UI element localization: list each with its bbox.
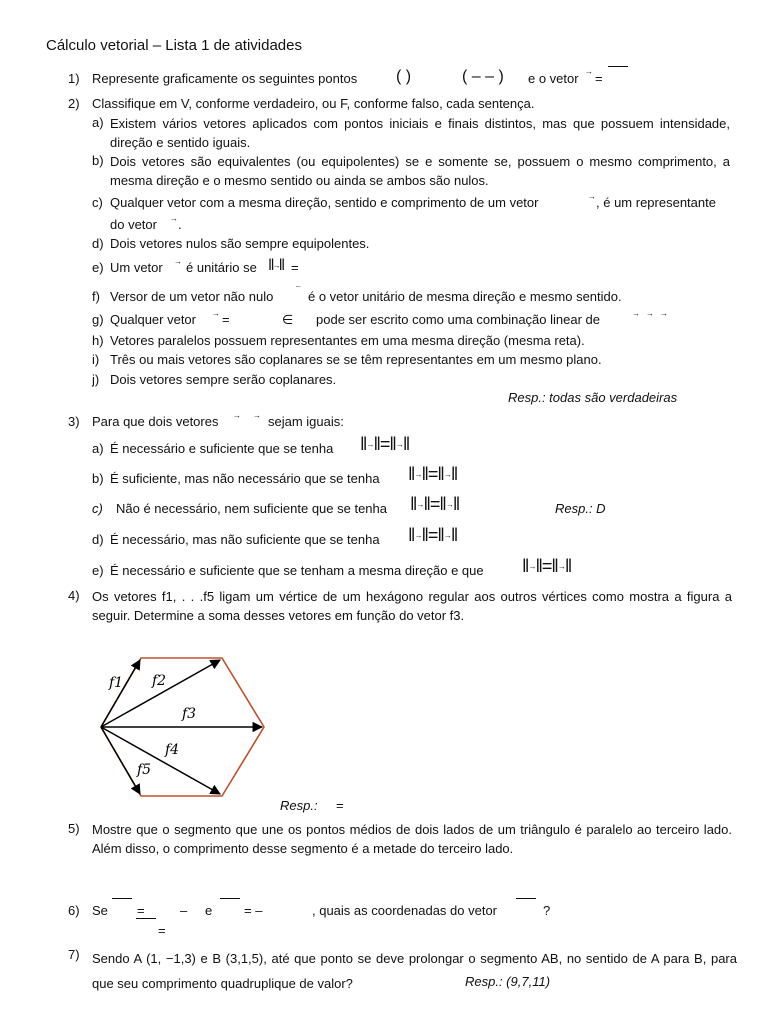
overline-arrow-icon — [608, 66, 628, 67]
overline-icon: ¯ — [296, 286, 301, 295]
norm-bars: ‖→‖ — [268, 257, 284, 274]
norm-equation: ‖→‖=‖→‖ — [410, 494, 460, 514]
item-label: g) — [92, 312, 104, 327]
item-label: c) — [92, 501, 103, 516]
question-text: sejam iguais: — [268, 414, 344, 429]
question-text: Mostre que o segmento que une os pontos médios de dois lados de um triângulo é paralelo ao terceiro lado. Além disso, o comprimento desse segmento é a metade do terceiro lado. — [92, 822, 732, 856]
item-label: i) — [92, 352, 100, 367]
question-text: , quais as coordenadas do vetor — [312, 903, 498, 918]
vector-arrows-icon: →→ — [233, 411, 273, 420]
vector-f4 — [101, 727, 220, 794]
item-text: é o vetor unitário de mesma direção e mesmo sentido. — [308, 289, 622, 304]
vector-arrow-icon: → — [212, 309, 220, 318]
question-text: Classifique em V, conforme verdadeiro, ou F, conforme falso, cada sentença. — [92, 96, 535, 111]
vector-arrow-icon: → — [170, 214, 178, 223]
vector-f5 — [101, 727, 140, 794]
label-f5: f5 — [137, 762, 152, 778]
question-text: Para que dois vetores — [92, 414, 219, 429]
item-label: h) — [92, 333, 104, 348]
point-2: ( – – ) — [462, 68, 504, 85]
item-text: pode ser escrito como uma combinação linear de — [316, 312, 600, 327]
vector-arrows-icon: →→→ — [632, 309, 674, 318]
item-label: b) — [92, 471, 104, 486]
vector-arrow-icon: → — [588, 192, 596, 201]
answer-q2: Resp.: todas são verdadeiras — [508, 390, 678, 405]
answer-q7: Resp.: (9,7,11) — [465, 974, 551, 989]
question-number: 1) — [68, 71, 80, 86]
overline-arrow-icon — [516, 898, 536, 899]
question-number: 2) — [68, 96, 80, 111]
question-number: 6) — [68, 903, 80, 918]
item-text: Três ou mais vetores são coplanares se se têm representantes em um mesmo plano. — [110, 352, 602, 367]
question-mark: ? — [543, 903, 551, 918]
item-text: Vetores paralelos possuem representantes em uma mesma direção (mesma reta). — [110, 333, 585, 348]
item-label: b) — [92, 153, 104, 168]
vector-f2 — [101, 660, 220, 727]
item-text: , é um representante — [596, 195, 716, 210]
question-number: 5) — [68, 821, 80, 836]
question-text: e — [205, 903, 213, 918]
item-label: a) — [92, 115, 104, 130]
item-text: É necessário e suficiente que se tenha — [110, 441, 334, 456]
item-label: a) — [92, 441, 104, 456]
item-label: c) — [92, 195, 103, 210]
equals: = – — [244, 903, 263, 918]
overline-arrow-icon — [220, 898, 240, 899]
item-label: f) — [92, 289, 100, 304]
item-text: É necessário, mas não suficiente que se tenha — [110, 532, 380, 547]
answer-q3: Resp.: D — [555, 501, 606, 516]
question-number: 3) — [68, 414, 80, 429]
item-text: É necessário e suficiente que se tenham a mesma direção e que — [110, 563, 484, 578]
label-f4: f4 — [165, 742, 180, 758]
answer-label: Resp.: — [280, 798, 318, 813]
equals: = — [222, 312, 230, 327]
point-1: ( ) — [396, 68, 412, 85]
label-f2: f2 — [152, 673, 167, 689]
item-text: Não é necessário, nem suficiente que se tenha — [116, 501, 388, 516]
equals: = — [336, 798, 344, 813]
page-title: Cálculo vetorial – Lista 1 de atividades — [46, 37, 302, 54]
question-text: Se — [92, 903, 108, 918]
overline-arrow-icon — [136, 918, 156, 919]
item-text: do vetor — [110, 217, 157, 232]
norm-equation: ‖→‖=‖→‖ — [408, 464, 458, 484]
answer-q4 — [280, 797, 344, 814]
label-f3: f3 — [182, 706, 197, 722]
question-number: 4) — [68, 588, 80, 603]
item-text: Dois vetores nulos são sempre equipolentes. — [110, 236, 370, 251]
item-text: Qualquer vetor com a mesma direção, sentido e comprimento de um vetor — [110, 195, 539, 210]
equals: = — [137, 903, 145, 918]
item-text: Versor de um vetor não nulo — [110, 289, 274, 304]
question-text: Represente graficamente os seguintes pontos — [92, 71, 358, 86]
equals: = — [595, 71, 603, 86]
norm-equation: ‖→‖=‖→‖ — [522, 556, 572, 576]
item-text: é unitário se — [186, 260, 257, 275]
question-number: 7) — [68, 947, 80, 962]
equals: = — [158, 923, 166, 938]
equals: = — [291, 260, 299, 275]
element-of: ∈ — [282, 312, 294, 327]
question-text: Sendo A (1, −1,3) e B (3,1,5), até que ponto se deve prolongar o segmento AB, no sentido de A para B, para que seu comprimento quadruplique de valor? — [92, 951, 737, 991]
item-text: Dois vetores sempre serão coplanares. — [110, 372, 337, 387]
item-text: Dois vetores são equivalentes (ou equipolentes) se e somente se, possuem o mesmo comprimento, a mesma direção e o mesmo sentido ou ainda se ambos são nulos. — [110, 154, 730, 188]
minus: – — [180, 903, 188, 918]
norm-equation: ‖→‖=‖→‖ — [408, 525, 458, 545]
hexagon-figure — [90, 648, 280, 808]
item-text: É suficiente, mas não necessário que se tenha — [110, 471, 380, 486]
vector-arrow-icon: → — [585, 67, 593, 76]
item-label: d) — [92, 236, 104, 251]
label-f1: f1 — [109, 675, 124, 691]
item-label: d) — [92, 532, 104, 547]
overline-arrow-icon — [112, 898, 132, 899]
item-text: Existem vários vetores aplicados com pontos iniciais e finais distintos, mas que possuem intensidade, direção e sentido iguais. — [110, 116, 730, 150]
vector-arrow-icon: → — [174, 257, 182, 266]
vector-text: e o vetor — [528, 71, 579, 86]
vector-f1 — [101, 660, 140, 727]
norm-equation: ‖→‖=‖→‖ — [360, 434, 410, 454]
item-text: . — [178, 217, 182, 232]
question-text: Os vetores f1, . . .f5 ligam um vértice de um hexágono regular aos outros vértices como mostra a figura a seguir. Determine a soma desses vetores em função do vetor f3. — [92, 589, 732, 623]
item-text: Um vetor — [110, 260, 163, 275]
item-label: e) — [92, 260, 104, 275]
item-label: e) — [92, 563, 104, 578]
item-label: j) — [92, 372, 100, 387]
item-text: Qualquer vetor — [110, 312, 196, 327]
